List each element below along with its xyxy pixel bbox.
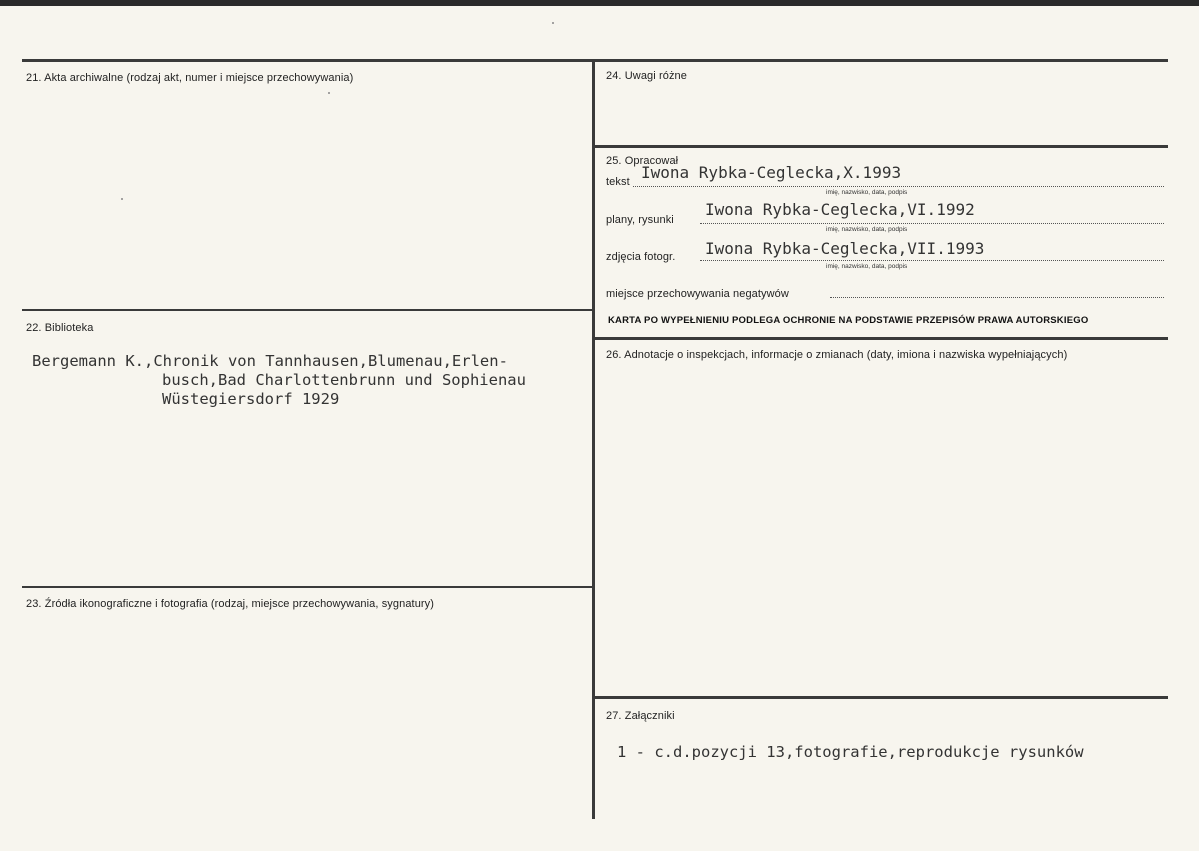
negatywy-dotted-line [830,297,1164,298]
sec27-value: 1 - c.d.pozycji 13,fotografie,reprodukcje rysunków [617,743,1084,761]
top-rule [22,59,1168,62]
zdjecia-label: zdjęcia fotogr. [606,251,676,263]
plany-value: Iwona Rybka-Ceglecka,VI.1992 [705,200,975,219]
scan-speck [328,92,330,94]
tekst-value: Iwona Rybka-Ceglecka,X.1993 [641,163,902,182]
center-divider [592,59,595,819]
plany-caption: imię, nazwisko, data, podpis [826,226,908,233]
tekst-dotted-line [633,186,1164,187]
copyright-notice: KARTA PO WYPEŁNIENIU PODLEGA OCHRONIE NA PODSTAWIE PRZEPISÓW PRAWA AUTORSKIEGO [608,315,1089,326]
sec22-line-1: Bergemann K.,Chronik von Tannhausen,Blumenau,Erlen- [32,352,508,370]
negatywy-label: miejsce przechowywania negatywów [606,288,789,300]
sec26-label: 26. Adnotacje o inspekcjach, informacje o zmianach (daty, imiona i nazwiska wypełniających) [606,349,1068,361]
sec25-label: 25. Opracował [606,155,679,167]
plany-label: plany, rysunki [606,214,674,226]
zdjecia-value: Iwona Rybka-Ceglecka,VII.1993 [705,239,985,258]
zdjecia-caption: imię, nazwisko, data, podpis [826,263,908,270]
sec23-label: 23. Źródła ikonograficzne i fotografia (rodzaj, miejsce przechowywania, sygnatury) [26,598,435,610]
zdjecia-dotted-line [700,260,1164,261]
sec26-rule [594,337,1168,340]
scan-speck [552,22,554,24]
sec22-line-2: busch,Bad Charlottenbrunn und Sophienau [162,371,526,389]
sec25-rule [594,145,1168,148]
sec21-label: 21. Akta archiwalne (rodzaj akt, numer i miejsce przechowywania) [26,72,354,84]
tekst-label: tekst [606,176,630,188]
scan-speck [121,198,123,200]
sec23-rule [22,586,594,588]
sec24-label: 24. Uwagi różne [606,70,687,82]
tekst-caption: imię, nazwisko, data, podpis [826,189,908,196]
sec27-rule [594,696,1168,699]
sec22-label: 22. Biblioteka [26,322,94,334]
sec22-line-3: Wüstegiersdorf 1929 [162,390,340,408]
record-card [0,6,1199,851]
sec27-label: 27. Załączniki [606,710,675,722]
sec22-rule [22,309,594,311]
plany-dotted-line [700,223,1164,224]
